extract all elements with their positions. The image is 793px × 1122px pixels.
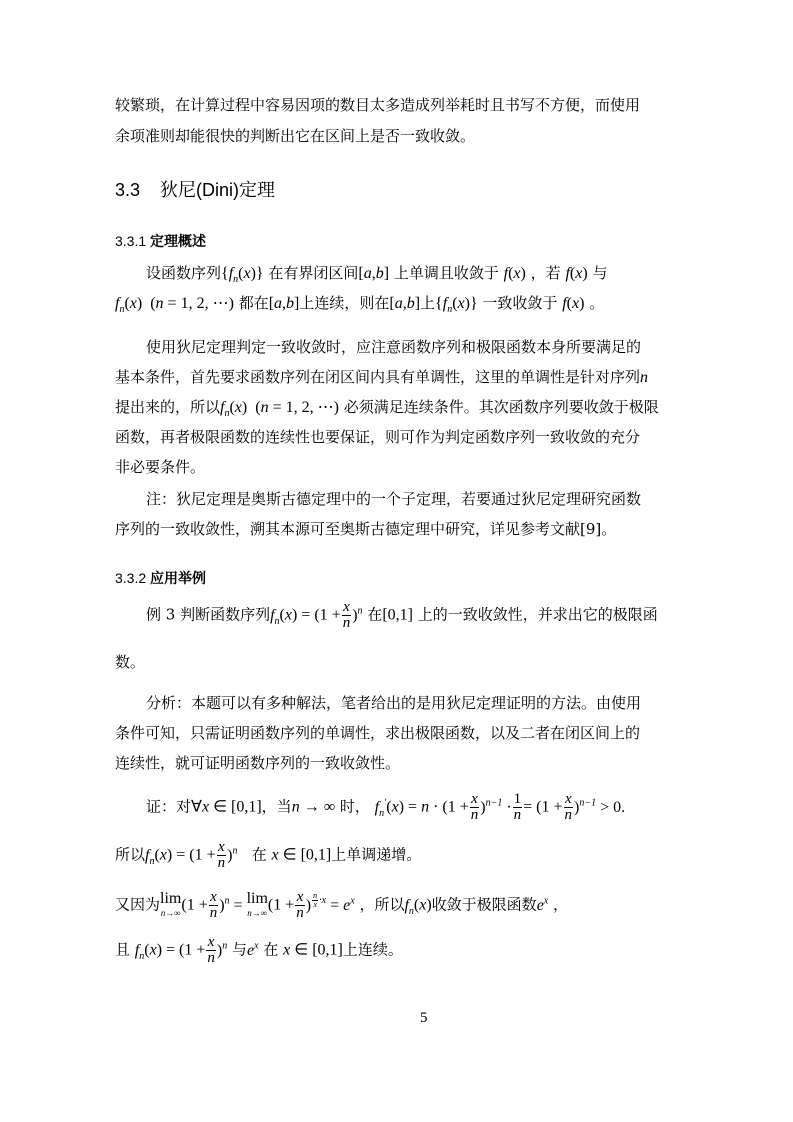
proof-text-10: ，	[553, 895, 569, 914]
theorem-line-2: $f_n(x) (n = 1$, 2, ⋯) 都在[a,b]上连续，则在[a,b]上$\{f_n(x)\}$ 一致收敛于 f(x) 。	[115, 294, 605, 316]
subsection-heading-2	[115, 568, 206, 588]
intro-line-1: 较繁琐，在计算过程中容易因项的数目太多造成列举耗时且书写不方便，而使用	[115, 96, 641, 114]
math-seq-fn: $\{f_n(x)\}$	[221, 265, 264, 286]
proof-text-12: 与	[232, 940, 248, 959]
proof-text-5: 在	[251, 845, 267, 864]
analysis-line-2: 条件可知，只需证明函数序列的单调性，求出极限函数，以及二者在闭区间上的	[115, 724, 641, 742]
analysis-line-3: 连续性，就可证明函数序列的一致收敛性。	[115, 754, 401, 772]
proof-text-11: 且	[115, 940, 131, 959]
theorem-text-5: 与	[592, 264, 608, 282]
section-number: 3.3	[115, 180, 141, 200]
theorem-line-1: 设函数序列$\{f_n(x)\}$ 在有界闭区间[a,b] 上单调且收敛于 f(x) ，若 f(x) 与	[146, 264, 608, 286]
para1-line-1: 使用狄尼定理判定一致收敛时，应注意函数序列和极限函数本身所要满足的	[146, 338, 642, 356]
proof-text-3: 时，	[339, 797, 370, 816]
para1-line-4: 函数，再者极限函数的连续性也要保证，则可作为判定函数序列一致收敛的充分	[115, 428, 641, 446]
para1-line-3b: 必须满足连续条件。其次函数序列要收敛于极限	[343, 398, 659, 416]
theorem-text-8: 上	[420, 294, 436, 312]
para1-line-3a: 提出来的，所以	[115, 398, 221, 416]
subsection-title-1: 定理概述	[150, 234, 207, 250]
proof-text-2: ，当	[261, 797, 292, 816]
note-line-2: 序列的一致收敛性，溯其本源可至奥斯古德定理中研究，详见参考文献[9]。	[115, 520, 617, 538]
intro-line-2: 余项准则却能很快的判断出它在区间上是否一致收敛。	[115, 127, 476, 145]
theorem-text-9: 一致收敛于	[482, 294, 558, 312]
frac-x-over-n: $\frac{x}{n}$	[342, 599, 351, 631]
proof-text-6: 上单调递增。	[331, 845, 422, 864]
section-heading	[115, 176, 275, 202]
subsection-title-2: 应用举例	[150, 571, 207, 587]
proof-text-7: 又因为	[115, 895, 161, 914]
example-line-2: 数。	[115, 653, 146, 671]
para1-line-2	[115, 367, 685, 388]
proof-text-13: 在	[263, 940, 279, 959]
subsection-number-1: 3.3.1	[115, 233, 147, 249]
math-n: n	[640, 369, 649, 386]
para1-line-2-text: 基本条件，首先要求函数序列在闭区间内具有单调性，这里的单调性是针对序列	[115, 368, 641, 386]
math-interval-ab: [a,b]	[358, 265, 390, 282]
example-rest: 上的一致收敛性，并求出它的极限函	[417, 605, 658, 624]
proof-text-8: ，所以	[359, 895, 405, 914]
math-fn-x: $f_n$	[115, 295, 125, 316]
section-title: 狄尼(Dini)定理	[160, 180, 276, 200]
theorem-text-2: 在有界闭区间	[268, 264, 359, 282]
example-line-1: 例 3 判断函数序列$f_n(x) = (1$ + $\frac{x}{n}$ )$^n$ 在[0,1] 上的一致收敛性，并求出它的极限函	[146, 599, 658, 631]
theorem-text-4: ，若	[530, 264, 561, 282]
theorem-text-3: 上单调且收敛于	[393, 264, 499, 282]
limit-1: lim n→∞	[160, 889, 182, 918]
note-line-1: 注：狄尼定理是奥斯古德定理中的一个子定理，若要通过狄尼定理研究函数	[146, 490, 642, 508]
theorem-text-6: 都在	[238, 294, 269, 312]
theorem-text-10: 。	[589, 294, 605, 312]
para1-line-3: 提出来的，所以$f_n(x) (n = 1$, 2, ⋯) 必须满足连续条件。其次函数序列要收敛于极限	[115, 398, 659, 420]
proof-text-1: 证：对	[146, 797, 192, 816]
page-number: 5	[420, 1010, 428, 1026]
subsection-heading-1	[115, 231, 206, 251]
proof-line-4: 且 $f_n(x) = (1$ + $\frac{x}{n}$ )$^n$ 与$e^x$ 在 x ∈ [0,1]上连续。	[115, 934, 403, 966]
proof-text-9: 收敛于极限函数	[431, 895, 537, 914]
math-fx: f	[503, 265, 509, 282]
proof-line-2: 所以$f_n(x) = (1$ + $\frac{x}{n}$ )$^n$ 在 x ∈ [0,1]上单调递增。	[115, 839, 422, 871]
limit-2: lim n→∞	[246, 889, 268, 918]
proof-text-4: 所以	[115, 845, 146, 864]
analysis-line-1: 分析：本题可以有多种解法，笔者给出的是用狄尼定理证明的方法。由使用	[146, 694, 642, 712]
proof-text-14: 上连续。	[342, 940, 403, 959]
proof-line-1: 证：对∀x ∈ [0,1]，当n → ∞ 时， $f_n'(x) = n \cdot (1$ + $\frac{x}{n}$ )$^{n-1}$ · $\frac{1}{n}$ = (1 + $\frac{x}{n}$ )$^{n-1}$ > 0.	[146, 791, 626, 823]
example-mid: 在	[367, 605, 383, 624]
theorem-text-1: 设函数序列	[146, 264, 222, 282]
example-label: 例 3 判断函数序列	[146, 605, 271, 624]
subsection-number-2: 3.3.2	[115, 570, 147, 586]
proof-line-3: 又因为 lim n→∞ (1 + $\frac{x}{n}$ )$^n$ = lim n→∞ (1 + $\frac{x}{n}$ ) $^{\frac{n}{x} \cdot x} = e^x$ ，所以$f_n(x)$收敛于极限函数$e^x$ ，	[115, 889, 569, 921]
theorem-text-7: 上连续，则在	[299, 294, 390, 312]
para1-line-5: 非必要条件。	[115, 458, 206, 476]
